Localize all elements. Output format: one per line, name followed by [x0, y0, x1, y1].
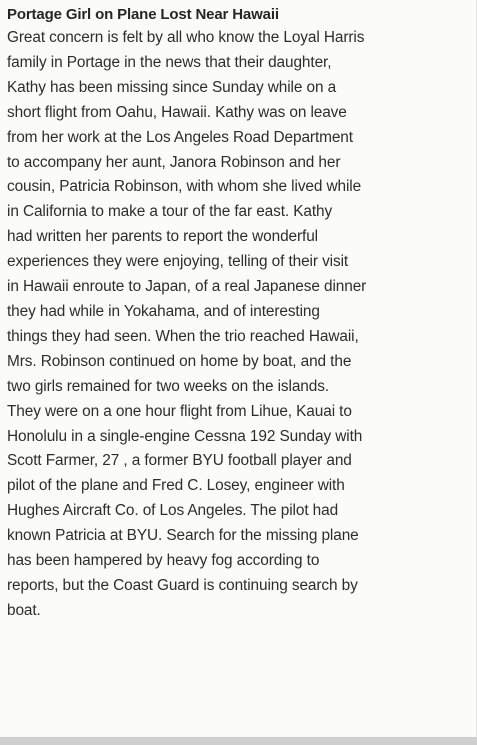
- article-line: pilot of the plane and Fred C. Losey, engineer with: [7, 477, 345, 495]
- article-line: cousin, Patricia Robinson, with whom she lived while: [7, 178, 362, 196]
- article-line: from her work at the Los Angeles Road Department: [7, 128, 353, 146]
- article-line: in California to make a tour of the far east. Kathy: [7, 203, 333, 221]
- article-line: known Patricia at BYU. Search for the missing plane: [7, 527, 359, 545]
- article-line: Scott Farmer, 27 , a former BYU football player and: [7, 452, 352, 470]
- article-line: two girls remained for two weeks on the islands.: [7, 377, 329, 395]
- article-body: [7, 26, 470, 624]
- article-line: experiences they were enjoying, telling of their visit: [7, 253, 349, 271]
- article-line: Hughes Aircraft Co. of Los Angeles. The pilot had: [7, 502, 339, 520]
- article-line: had written her parents to report the wonderful: [7, 228, 318, 246]
- article-line: family in Portage in the news that their daughter,: [7, 53, 332, 71]
- article-line: to accompany her aunt, Janora Robinson and her: [7, 153, 341, 171]
- article-line: They were on a one hour flight from Lihue, Kauai to: [7, 402, 352, 420]
- article-line: things they had seen. When the trio reached Hawaii,: [7, 327, 359, 345]
- article-line: Honolulu in a single-engine Cessna 192 Sunday with: [7, 427, 363, 445]
- article-line: has been hampered by heavy fog according to: [7, 552, 320, 570]
- bottom-border-strip: [0, 737, 477, 745]
- article-line: boat.: [7, 601, 41, 619]
- article-line: they had while in Yokahama, and of interesting: [7, 302, 320, 320]
- article-line: reports, but the Coast Guard is continuing search by: [7, 576, 358, 594]
- article-headline: Portage Girl on Plane Lost Near Hawaii: [7, 6, 279, 23]
- article-line: Kathy has been missing since Sunday while on a: [7, 78, 337, 96]
- article-line: in Hawaii enroute to Japan, of a real Japanese dinner: [7, 278, 367, 296]
- article-line: Great concern is felt by all who know the Loyal Harris: [7, 29, 365, 46]
- article-line: short flight from Oahu, Hawaii. Kathy was on leave: [7, 103, 347, 121]
- article-line: Mrs. Robinson continued on home by boat, and the: [7, 352, 352, 370]
